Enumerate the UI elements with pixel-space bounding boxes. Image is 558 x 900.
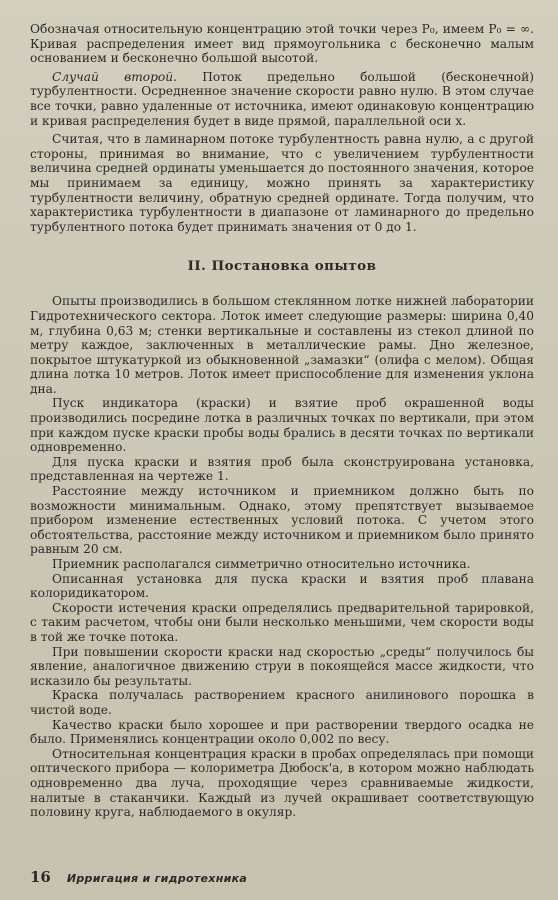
paragraph-dye-quality: Качество краски было хорошее и при растворении твердого осадка не было. Применялись концентрации около 0,002 по весу.	[30, 717, 534, 747]
section-title: II. Постановка опытов	[187, 258, 377, 275]
turbulence-characteristic-paragraph: Считая, что в ламинарном потоке турбулентность равна нулю, а с другой стороны, принимая во внимание, что с увеличением турбулентности величина средней ординаты уменьшается до постоянного значения, которое мы принимаем за единицу, можно принять за характеристику турбулентности величину, обратную средней ординате. Тогда получим, что характеристика турбулентности в диапазоне от ламинарного до предельно турбулентного потока будет принимать значения от 0 до 1.	[30, 132, 534, 234]
journal-title: Ирригация и гидротехника	[66, 872, 248, 885]
page-footer	[30, 868, 534, 886]
case-two-lead: Случай второй.	[52, 69, 177, 84]
paragraph-receiver: Приемник располагался симметрично относительно источника.	[52, 557, 471, 571]
paragraph-flume: Опыты производились в большом стеклянном лотке нижней лаборатории Гидротехнического сектора. Лоток имеет следующие размеры: ширина 0,40 м, глубина 0,63 м; стенки вертикальные и составлены из стекол длиной по метру каждое, заключенных в металлические рамы. Дно железное, покрытое штукатуркой из обыкновенной „замазки“ (олифа с мелом). Общая длина лотка 10 метров. Лоток имеет приспособление для изменения уклона дна.	[30, 294, 534, 396]
paragraph-colorindicator: Описанная установка для пуска краски и взятия проб плавана колоридикатором.	[30, 571, 534, 601]
intro-paragraph: Обозначая относительную концентрацию этой точки через P₀, имеем P₀ = ∞. Кривая распределения имеет вид прямоугольника с бесконечно малым основанием и бесконечно большой высотой.	[30, 22, 534, 66]
paragraph-installation: Для пуска краски и взятия проб была сконструирована установка, представленная на чертеже 1.	[30, 454, 534, 484]
paragraph-distance: Расстояние между источником и приемником должно быть по возможности минимальным. Однако, этому препятствует вызываемое прибором изменение естественных условий потока. С учетом этого обстоятельства, расстояние между источником и приемником было принято равным 20 см.	[30, 484, 534, 557]
paragraph-indicator-launch: Пуск индикатора (краски) и взятие проб окрашенной воды производились посредине лотка в различных точках по вертикали, при этом при каждом пуске краски пробы воды брались в десяти точках по вертикали одновременно.	[30, 396, 534, 455]
paragraph-colorimeter: Относительная концентрация краски в пробах определялась при помощи оптического прибора — колориметра Дюбоск'а, в котором можно наблюдать одновременно два луча, проходящие через сравниваемые жидкости, налитые в стаканчики. Каждый из лучей окрашивает соответствующую половину круга, наблюдаемого в окуляр.	[30, 746, 534, 820]
page-number: 16	[30, 868, 51, 886]
paragraph-dye-preparation: Краска получалась растворением красного анилинового порошка в чистой воде.	[30, 688, 534, 717]
case-two-text: Поток предельно большой (бесконечной) турбулентности. Осредненное значение скорости равно нулю. В этом случае все точки, равно удаленные от источника, имеют одинаковую концентрацию и кривая распределения будет в виде прямой, параллельной оси x.	[30, 69, 535, 128]
paragraph-dye-velocity: Скорости истечения краски определялись предварительной тарировкой, с таким расчетом, чтобы они были несколько меньшими, чем скорости воды в той же точке потока.	[30, 600, 534, 644]
case-two-paragraph	[30, 70, 534, 128]
paragraph-velocity-increase: При повышении скорости краски над скоростью „среды“ получилось бы явление, аналогичное движению струи в покоящейся массе жидкости, что исказило бы результаты.	[30, 644, 534, 688]
